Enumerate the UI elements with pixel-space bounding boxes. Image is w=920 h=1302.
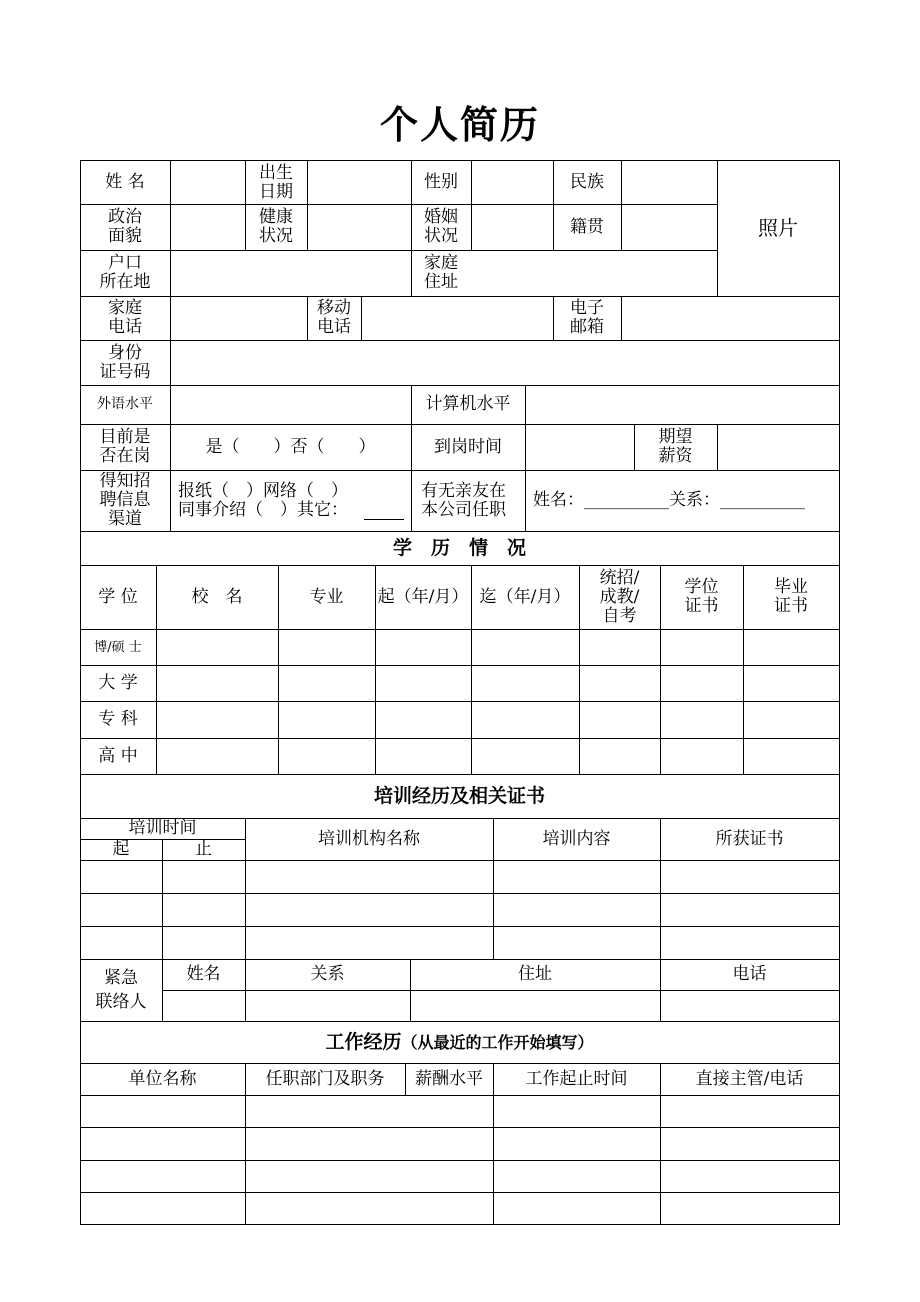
emergency-address-header: 住址 (518, 964, 552, 984)
training-cert-header: 所获证书 (715, 828, 784, 849)
birth-date-field[interactable] (309, 162, 409, 202)
training-end-header: 止 (195, 839, 212, 859)
ethnicity-label: 民族 (570, 172, 604, 192)
emergency-cell[interactable] (247, 992, 408, 1019)
ethnicity-field[interactable] (623, 162, 715, 202)
name-label: 姓 名 (105, 172, 145, 192)
grid-line (162, 990, 840, 991)
marital-field[interactable] (473, 206, 551, 248)
work-cell[interactable] (495, 1194, 658, 1222)
language-label: 外语水平 (97, 396, 153, 412)
relatives-value: 姓名：__________关系：__________ (533, 490, 805, 510)
education-cell[interactable] (662, 667, 741, 699)
other-source-underline (364, 519, 404, 520)
grid-line (717, 424, 718, 471)
home-address-field[interactable] (473, 252, 715, 294)
work-cell[interactable] (82, 1129, 243, 1158)
grid-line (307, 160, 308, 251)
education-cell[interactable] (377, 703, 469, 736)
education-cell[interactable] (473, 667, 577, 699)
education-cell[interactable] (280, 667, 373, 699)
edu-header-degree: 学 位 (98, 586, 138, 607)
edu-header-type: 统招/ 成教/ 自考 (599, 567, 640, 626)
marital-label: 婚姻 状况 (424, 207, 458, 246)
education-cell[interactable] (158, 667, 276, 699)
work-header-supervisor: 直接主管/电话 (695, 1068, 804, 1089)
relatives-label: 有无亲友在 本公司任职 (421, 480, 506, 520)
info-source-label: 得知招 聘信息 渠道 (99, 471, 151, 529)
education-cell[interactable] (473, 703, 577, 736)
work-cell[interactable] (495, 1129, 658, 1158)
grid-line (80, 629, 840, 630)
training-org-header: 培训机构名称 (318, 828, 420, 849)
education-cell[interactable] (377, 667, 469, 699)
grid-line (80, 665, 840, 666)
education-cell[interactable] (377, 740, 469, 772)
native-label: 籍贯 (570, 216, 604, 237)
employed-value: 是（ ）否（ ） (205, 436, 376, 457)
education-cell[interactable] (280, 703, 373, 736)
name-field[interactable] (172, 162, 243, 202)
expected-salary-field[interactable] (719, 426, 837, 468)
emergency-cell[interactable] (662, 992, 837, 1019)
computer-label: 计算机水平 (425, 394, 511, 414)
education-cell[interactable] (745, 631, 837, 663)
work-cell[interactable] (662, 1097, 837, 1125)
training-cell[interactable] (164, 862, 243, 891)
id-number-label: 身份 证号码 (99, 342, 151, 382)
work-cell[interactable] (247, 1097, 491, 1125)
emergency-cell[interactable] (412, 992, 658, 1019)
work-section-title: 工作经历 （从最近的工作开始填写） (325, 1030, 594, 1053)
grid-line (80, 893, 840, 894)
training-cell[interactable] (82, 862, 160, 891)
education-cell[interactable] (377, 631, 469, 663)
edu-header-major: 专业 (309, 586, 344, 607)
grid-line (80, 1095, 840, 1096)
education-cell[interactable] (581, 631, 658, 663)
id-number-field[interactable] (172, 342, 837, 383)
training-start-header: 起 (112, 839, 130, 859)
grid-line (80, 1224, 840, 1225)
training-cell[interactable] (247, 928, 491, 957)
photo-placeholder: 照片 (758, 216, 798, 240)
education-cell[interactable] (158, 631, 276, 663)
home-address-label: 家庭 住址 (424, 253, 458, 292)
edu-level-postgrad: 博/硕 士 (94, 639, 142, 655)
education-cell[interactable] (662, 631, 741, 663)
edu-level-university: 大 学 (98, 672, 138, 693)
training-cell[interactable] (495, 862, 658, 891)
home-phone-field[interactable] (172, 298, 305, 338)
work-cell[interactable] (247, 1194, 491, 1222)
edu-header-degree-cert: 学位 证书 (684, 577, 719, 616)
grid-line (170, 160, 171, 297)
work-cell[interactable] (82, 1162, 243, 1190)
emergency-name-header: 姓名 (186, 964, 221, 984)
education-section-title: 学 历 情 况 (392, 536, 526, 559)
training-cell[interactable] (82, 895, 160, 924)
edu-header-start: 起（年/月） (377, 586, 469, 607)
hukou-label: 户口 所在地 (99, 253, 151, 292)
training-cell[interactable] (164, 895, 243, 924)
hukou-field[interactable] (172, 252, 409, 294)
training-section-title: 培训经历及相关证书 (373, 784, 545, 807)
education-cell[interactable] (158, 740, 276, 772)
training-time-header: 培训时间 (128, 818, 197, 838)
training-cell[interactable] (247, 895, 491, 924)
native-place-field[interactable] (623, 206, 715, 248)
grid-line (80, 738, 840, 739)
work-cell[interactable] (495, 1162, 658, 1190)
grid-line (621, 296, 622, 341)
grid-line (80, 926, 840, 927)
education-cell[interactable] (662, 740, 741, 772)
work-header-salary: 薪酬水平 (415, 1068, 483, 1089)
health-label: 健康 状况 (259, 207, 293, 246)
emergency-relation-header: 关系 (310, 964, 345, 984)
edu-header-grad-cert: 毕业 证书 (774, 577, 808, 616)
page-title: 个人简历 (379, 102, 540, 147)
info-source-options: 报纸（ ）网络（ ） 同事介绍（ ）其它： (178, 480, 348, 520)
edu-level-college: 专 科 (98, 709, 138, 729)
grid-line (839, 160, 840, 1225)
education-cell[interactable] (581, 740, 658, 772)
work-cell[interactable] (662, 1129, 837, 1158)
grid-line (80, 1160, 840, 1161)
grid-line (621, 160, 622, 251)
emergency-phone-header: 电话 (732, 964, 767, 984)
work-header-period: 工作起止时间 (525, 1068, 628, 1089)
education-cell[interactable] (581, 667, 658, 699)
grid-line (80, 860, 840, 861)
edu-level-highschool: 高 中 (98, 745, 138, 766)
education-cell[interactable] (280, 631, 373, 663)
mobile-field[interactable] (363, 298, 551, 338)
gender-field[interactable] (473, 162, 551, 202)
training-cell[interactable] (82, 928, 160, 957)
grid-line (80, 296, 840, 297)
grid-line (170, 296, 171, 341)
work-cell[interactable] (495, 1097, 658, 1125)
language-field[interactable] (172, 387, 409, 422)
employed-label: 目前是 否在岗 (99, 427, 151, 466)
training-cell[interactable] (247, 862, 491, 891)
work-cell[interactable] (82, 1194, 243, 1222)
grid-line (361, 296, 362, 341)
work-header-company: 单位名称 (128, 1068, 197, 1089)
work-cell[interactable] (247, 1129, 491, 1158)
home-phone-label: 家庭 电话 (108, 298, 142, 337)
work-cell[interactable] (662, 1194, 837, 1222)
education-cell[interactable] (745, 740, 837, 772)
grid-line (80, 340, 840, 341)
work-cell[interactable] (247, 1162, 491, 1190)
computer-field[interactable] (527, 387, 837, 422)
training-cell[interactable] (495, 928, 658, 957)
education-cell[interactable] (745, 703, 837, 736)
grid-line (80, 250, 718, 251)
training-cell[interactable] (164, 928, 243, 957)
health-field[interactable] (309, 206, 409, 248)
training-cell[interactable] (662, 928, 837, 957)
edu-header-end: 迄（年/月） (479, 586, 571, 607)
mobile-label: 移动 电话 (317, 298, 351, 337)
expected-salary-label: 期望 薪资 (658, 427, 693, 466)
political-label: 政治 面貌 (108, 207, 142, 246)
grid-line (170, 340, 171, 386)
grid-line (80, 701, 840, 702)
emergency-contact-label: 紧急 联络人 (95, 968, 147, 1012)
work-cell[interactable] (82, 1097, 243, 1125)
emergency-cell[interactable] (164, 992, 243, 1019)
training-cell[interactable] (495, 895, 658, 924)
education-cell[interactable] (662, 703, 741, 736)
political-field[interactable] (172, 206, 243, 248)
report-time-field[interactable] (527, 426, 632, 468)
training-cell[interactable] (662, 895, 837, 924)
birth-label: 出生 日期 (259, 162, 293, 202)
education-cell[interactable] (473, 631, 577, 663)
education-cell[interactable] (280, 740, 373, 772)
grid-line (80, 1127, 840, 1128)
education-cell[interactable] (581, 703, 658, 736)
education-cell[interactable] (473, 740, 577, 772)
grid-line (80, 204, 718, 205)
education-cell[interactable] (158, 703, 276, 736)
work-header-position: 任职部门及职务 (265, 1068, 385, 1089)
email-label: 电子 邮箱 (570, 298, 604, 337)
grid-line (80, 1192, 840, 1193)
email-field[interactable] (623, 298, 837, 338)
gender-label: 性别 (424, 172, 458, 192)
grid-line (471, 160, 472, 251)
work-cell[interactable] (662, 1162, 837, 1190)
training-content-header: 培训内容 (542, 828, 611, 849)
report-time-label: 到岗时间 (434, 436, 502, 457)
edu-header-school: 校 名 (191, 586, 243, 607)
training-cell[interactable] (662, 862, 837, 891)
education-cell[interactable] (745, 667, 837, 699)
other-source-field[interactable] (366, 502, 402, 518)
